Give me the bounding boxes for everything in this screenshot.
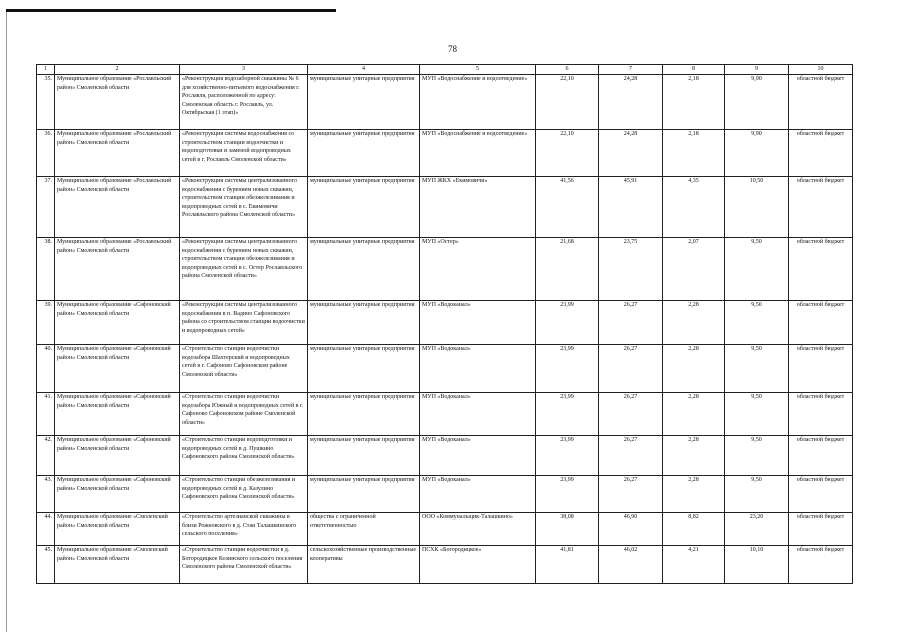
funding-source-cell: областной бюджет — [789, 177, 853, 238]
value-col8-cell: 2,28 — [663, 436, 725, 476]
funding-source-cell: областной бюджет — [789, 436, 853, 476]
municipality-cell: Муниципальное образование «Сафоновский район» Смоленской области — [55, 345, 180, 393]
value-col9-cell: 23,20 — [725, 513, 789, 546]
table-row — [37, 345, 853, 393]
header-cell: 8 — [663, 65, 725, 75]
value-col9-cell: 9,50 — [725, 345, 789, 393]
value-col9-cell: 9,50 — [725, 393, 789, 436]
table-row — [37, 546, 853, 584]
value-col6-cell: 41,56 — [536, 177, 599, 238]
value-col8-cell: 4,35 — [663, 177, 725, 238]
project-cell: «Строительство станции обезжелезивания и водопроводных сетей в д. Казулино Сафоновского района Смоленской области» — [180, 476, 308, 513]
value-col9-cell: 9,50 — [725, 301, 789, 345]
value-col6-cell: 22,10 — [536, 130, 599, 177]
org-type-cell: муниципальные унитарные предприятия — [308, 177, 420, 238]
row-number-cell: 44. — [37, 513, 55, 546]
value-col8-cell: 2,07 — [663, 238, 725, 301]
project-cell: «Реконструкция системы централизованного водоснабжения с бурением новых скважин, строительством станции обезжелезивания и водопроводных сетей в с. Екимовичи Рославльского района Смоленской области» — [180, 177, 308, 238]
row-number-cell: 35. — [37, 75, 55, 130]
organization-cell: МУП «Водоканал» — [420, 345, 536, 393]
row-number-cell: 36. — [37, 130, 55, 177]
row-number-cell: 37. — [37, 177, 55, 238]
page-number: 78 — [448, 44, 457, 54]
project-cell: «Реконструкция системы централизованного водоснабжения с бурением новых скважин, строительством станции обезжелезивания и водопроводных сетей в с. Остер Рославльского района Смоленской области» — [180, 238, 308, 301]
row-number-cell: 43. — [37, 476, 55, 513]
row-number-cell: 42. — [37, 436, 55, 476]
value-col7-cell: 26,27 — [599, 345, 663, 393]
table-body — [37, 65, 853, 584]
funding-source-cell: областной бюджет — [789, 130, 853, 177]
municipality-cell: Муниципальное образование «Рославльский район» Смоленской области — [55, 75, 180, 130]
value-col7-cell: 24,28 — [599, 75, 663, 130]
registry-table — [36, 64, 853, 584]
value-col8-cell: 2,18 — [663, 130, 725, 177]
project-cell: «Строительство станции водоочистки в д. Богородицкое Козинского сельского поселения Смоленского района Смоленской области» — [180, 546, 308, 584]
table-row — [37, 393, 853, 436]
value-col8-cell: 8,82 — [663, 513, 725, 546]
header-cell: 5 — [420, 65, 536, 75]
municipality-cell: Муниципальное образование «Рославльский район» Смоленской области — [55, 177, 180, 238]
funding-source-cell: областной бюджет — [789, 75, 853, 130]
project-cell: «Строительство станции водоочистки водозабора Южный и водопроводных сетей в г. Сафоново Сафоновском районе Смоленской области» — [180, 393, 308, 436]
value-col6-cell: 38,08 — [536, 513, 599, 546]
row-number-cell: 39. — [37, 301, 55, 345]
org-type-cell: муниципальные унитарные предприятия — [308, 345, 420, 393]
value-col6-cell: 23,99 — [536, 436, 599, 476]
project-cell: «Строительство станции водоподготовки и водопроводных сетей в д. Пушкино Сафоновского района Смоленской области» — [180, 436, 308, 476]
value-col6-cell: 41,81 — [536, 546, 599, 584]
organization-cell: МУП «Водоканал» — [420, 476, 536, 513]
organization-cell: МУП «Водоканал» — [420, 301, 536, 345]
value-col7-cell: 26,27 — [599, 436, 663, 476]
value-col6-cell: 23,99 — [536, 476, 599, 513]
header-cell: 10 — [789, 65, 853, 75]
organization-cell: МУП «Водоснабжение и водоотведение» — [420, 75, 536, 130]
org-type-cell: муниципальные унитарные предприятия — [308, 75, 420, 130]
project-cell: «Строительство артезианской скважины в близи Рожновского в д. Стаи Талашкинского сельского поселения» — [180, 513, 308, 546]
value-col8-cell: 2,18 — [663, 75, 725, 130]
value-col9-cell: 9,50 — [725, 436, 789, 476]
value-col9-cell: 9,90 — [725, 75, 789, 130]
table-row — [37, 75, 853, 130]
value-col9-cell: 9,90 — [725, 130, 789, 177]
table-row — [37, 130, 853, 177]
org-type-cell: общества с ограниченной ответственностью — [308, 513, 420, 546]
org-type-cell: муниципальные унитарные предприятия — [308, 301, 420, 345]
organization-cell: МУП «Остер» — [420, 238, 536, 301]
value-col9-cell: 10,50 — [725, 177, 789, 238]
header-cell: 9 — [725, 65, 789, 75]
value-col6-cell: 21,68 — [536, 238, 599, 301]
value-col7-cell: 24,28 — [599, 130, 663, 177]
header-cell: 4 — [308, 65, 420, 75]
value-col7-cell: 45,91 — [599, 177, 663, 238]
org-type-cell: сельскохозяйственные производственные кооперативы — [308, 546, 420, 584]
funding-source-cell: областной бюджет — [789, 238, 853, 301]
municipality-cell: Муниципальное образование «Сафоновский район» Смоленской области — [55, 301, 180, 345]
value-col8-cell: 4,21 — [663, 546, 725, 584]
header-cell: 1 — [37, 65, 55, 75]
header-cell: 7 — [599, 65, 663, 75]
project-cell: «Реконструкция водозаборной скважины № 6 для хозяйственно-питьевого водоснабжения г. Рославля, расположенной по адресу: Смоленская область г. Рославль, ул. Октябрьская (1 этап)» — [180, 75, 308, 130]
project-cell: «Реконструкция системы централизованного водоснабжения в п. Вадино Сафоновского района со строительством станции водоочистки и водопроводных сетей» — [180, 301, 308, 345]
municipality-cell: Муниципальное образование «Смоленский район» Смоленской области — [55, 546, 180, 584]
org-type-cell: муниципальные унитарные предприятия — [308, 436, 420, 476]
funding-source-cell: областной бюджет — [789, 393, 853, 436]
project-cell: «Реконструкция системы водоснабжения со строительством станции водоочистки и водоподготовки и заменой водопроводных сетей в г. Рославль Смоленской области» — [180, 130, 308, 177]
municipality-cell: Муниципальное образование «Смоленский район» Смоленской области — [55, 513, 180, 546]
funding-source-cell: областной бюджет — [789, 546, 853, 584]
table-row — [37, 238, 853, 301]
value-col8-cell: 2,28 — [663, 476, 725, 513]
value-col7-cell: 26,27 — [599, 476, 663, 513]
funding-source-cell: областной бюджет — [789, 301, 853, 345]
header-cell: 3 — [180, 65, 308, 75]
row-number-cell: 41. — [37, 393, 55, 436]
value-col6-cell: 23,99 — [536, 301, 599, 345]
value-col8-cell: 2,28 — [663, 345, 725, 393]
header-cell: 2 — [55, 65, 180, 75]
header-cell: 6 — [536, 65, 599, 75]
organization-cell: МУП «Водоснабжение и водоотведение» — [420, 130, 536, 177]
table-row — [37, 513, 853, 546]
row-number-cell: 40. — [37, 345, 55, 393]
value-col6-cell: 23,99 — [536, 393, 599, 436]
value-col7-cell: 26,27 — [599, 393, 663, 436]
municipality-cell: Муниципальное образование «Рославльский район» Смоленской области — [55, 238, 180, 301]
organization-cell: МУП ЖКХ «Екимовичи» — [420, 177, 536, 238]
row-number-cell: 45. — [37, 546, 55, 584]
row-number-cell: 38. — [37, 238, 55, 301]
municipality-cell: Муниципальное образование «Сафоновский район» Смоленской области — [55, 476, 180, 513]
table-row — [37, 301, 853, 345]
table-header-row — [37, 65, 853, 75]
value-col9-cell: 10,10 — [725, 546, 789, 584]
org-type-cell: муниципальные унитарные предприятия — [308, 238, 420, 301]
table-row — [37, 436, 853, 476]
value-col7-cell: 46,02 — [599, 546, 663, 584]
org-type-cell: муниципальные унитарные предприятия — [308, 130, 420, 177]
value-col6-cell: 23,99 — [536, 345, 599, 393]
left-margin-rule — [6, 12, 7, 632]
organization-cell: ООО «Коммунальщик-Талашкино» — [420, 513, 536, 546]
municipality-cell: Муниципальное образование «Сафоновский район» Смоленской области — [55, 393, 180, 436]
municipality-cell: Муниципальное образование «Сафоновский район» Смоленской области — [55, 436, 180, 476]
value-col9-cell: 9,50 — [725, 238, 789, 301]
organization-cell: МУП «Водоканал» — [420, 393, 536, 436]
value-col8-cell: 2,28 — [663, 301, 725, 345]
organization-cell: ПСХК «Богородицкое» — [420, 546, 536, 584]
funding-source-cell: областной бюджет — [789, 476, 853, 513]
value-col7-cell: 26,27 — [599, 301, 663, 345]
funding-source-cell: областной бюджет — [789, 513, 853, 546]
table-row — [37, 476, 853, 513]
org-type-cell: муниципальные унитарные предприятия — [308, 476, 420, 513]
project-cell: «Строительство станции водоочистки водозабора Шахтерский и водопроводных сетей в г. Сафоново Сафоновском районе Смоленской области» — [180, 345, 308, 393]
municipality-cell: Муниципальное образование «Рославльский район» Смоленской области — [55, 130, 180, 177]
value-col7-cell: 46,90 — [599, 513, 663, 546]
value-col8-cell: 2,28 — [663, 393, 725, 436]
top-rule — [6, 9, 336, 12]
value-col7-cell: 23,75 — [599, 238, 663, 301]
table-row — [37, 177, 853, 238]
funding-source-cell: областной бюджет — [789, 345, 853, 393]
value-col9-cell: 9,50 — [725, 476, 789, 513]
organization-cell: МУП «Водоканал» — [420, 436, 536, 476]
org-type-cell: муниципальные унитарные предприятия — [308, 393, 420, 436]
value-col6-cell: 22,10 — [536, 75, 599, 130]
